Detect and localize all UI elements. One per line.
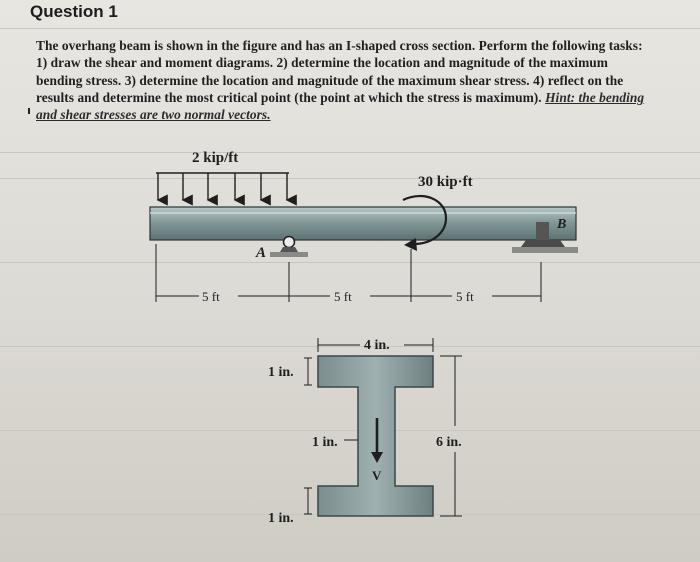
question-line-1: The overhang beam is shown in the figure and has an I-shaped cross section. Perform the following tasks: xyxy=(36,38,643,53)
moment-label: 30 kip·ft xyxy=(418,174,473,190)
hint-text-start: Hint: the bending xyxy=(545,89,645,105)
span-3-label: 5 ft xyxy=(456,289,474,304)
section-width-label: 4 in. xyxy=(364,338,390,353)
span-2-label: 5 ft xyxy=(334,289,352,304)
web-thickness-label: 1 in. xyxy=(312,435,338,450)
bearing-post-icon xyxy=(536,222,549,240)
i-cross-section xyxy=(268,338,462,526)
support-b-label: B xyxy=(557,217,567,232)
section-height-label: 6 in. xyxy=(436,435,462,450)
load-arrows xyxy=(158,173,287,200)
pin-icon xyxy=(284,237,295,248)
top-flange-label: 1 in. xyxy=(268,365,294,380)
hint-text-end: and shear stresses are two normal vectors. xyxy=(36,107,271,123)
distributed-load xyxy=(156,150,289,200)
question-line-4-text: results and determine the most critical point (the point at which the stress is maximum). xyxy=(36,89,546,105)
question-line-2: 1) draw the shear and moment diagrams. 2) determine the location and magnitude of the maximum xyxy=(36,55,608,71)
ground-hatch-a xyxy=(270,252,308,257)
bearing-base-icon xyxy=(521,240,565,247)
question-title: Question 1 xyxy=(30,2,118,21)
pin-base-icon xyxy=(280,247,298,252)
span-1-label: 5 ft xyxy=(202,289,220,304)
load-label: 2 kip/ft xyxy=(192,150,239,166)
shear-label: V xyxy=(372,468,382,483)
support-a-label: A xyxy=(256,245,267,261)
beam xyxy=(150,207,576,240)
question-line-3: bending stress. 3) determine the location and magnitude of the maximum shear stress. 4) reflect on the xyxy=(36,72,624,88)
ground-hatch-b xyxy=(512,247,578,253)
bottom-flange-label: 1 in. xyxy=(268,511,294,526)
